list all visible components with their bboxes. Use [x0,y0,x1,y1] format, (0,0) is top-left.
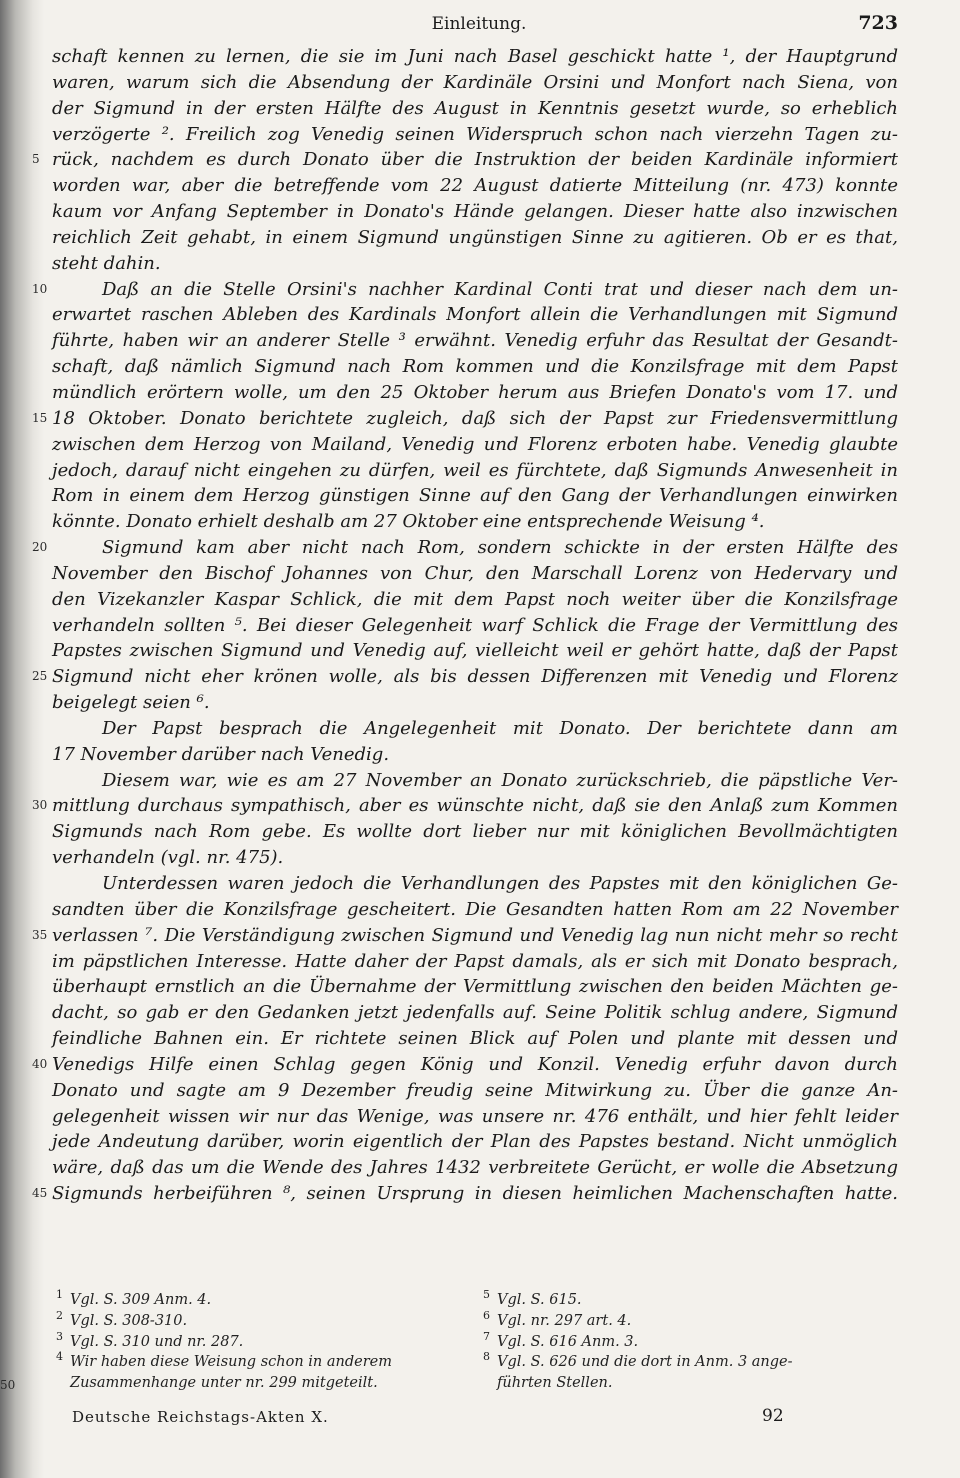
footnote-text: Vgl. S. 616 Anm. 3. [497,1333,639,1350]
footnotes-right-column [483,1288,897,1394]
text-line [52,871,898,897]
line-number: 5 [32,152,40,167]
text-line [52,1155,898,1181]
text-line-content: gelegenheit wissen wir nur das Wenige, was unsere nr. 476 enthält, und hier fehlt leider [52,1105,898,1127]
footnote-number: 1 [56,1288,63,1301]
text-line [52,742,898,768]
text-line-content: waren, warum sich die Absendung der Kardinäle Orsini und Monfort nach Siena, von [52,71,898,93]
text-line [32,1181,898,1207]
text-line [52,354,898,380]
text-line-content: Daß an die Stelle Orsini's nachher Kardinal Conti trat und dieser nach dem un- [102,278,898,300]
footnote-number: 2 [56,1308,63,1322]
text-line-content: Sigmunds herbeiführen ⁸, seinen Ursprung in diesen heimlichen Machenschaften hatte. [52,1183,898,1205]
text-line-content: Diesem war, wie es am 27 November an Donato zurückschrieb, die päpstliche Ver- [102,769,898,791]
text-line [52,328,898,354]
footnote-number: 6 [483,1308,490,1322]
page-binding-shadow [0,0,44,1478]
text-line [32,664,898,690]
text-line-content: mittlung durchaus sympathisch, aber es wünschte nicht, daß sie den Anlaß zum Kommen [52,795,898,817]
page-footer [72,1408,832,1432]
footnote [483,1308,897,1332]
footnote-text: Vgl. S. 308-310. [70,1312,188,1329]
text-line [32,793,898,819]
text-line-content: Sigmund kam aber nicht nach Rom, sondern schickte in der ersten Hälfte des [102,537,898,559]
text-line [52,173,898,199]
text-line [32,277,898,303]
footnote-number: 5 [483,1288,490,1301]
line-number: 45 [32,1186,48,1201]
footnote [0,1373,490,1394]
text-line-content: erwartet raschen Ableben des Kardinals Monfort allein die Verhandlungen mit Sigmund [52,304,898,326]
text-line-content: jedoch, darauf nicht eingehen zu dürfen, weil es fürchtete, daß Sigmunds Anwesenheit in [52,459,898,481]
text-line-content: schaft kennen zu lernen, die sie im Juni nach Basel geschickt hatte ¹, der Hauptgrund [52,46,898,67]
text-line [52,251,898,277]
text-line-content: schaft, daß nämlich Sigmund nach Rom kommen und die Konzilsfrage mit dem Papst [52,356,898,378]
text-line-content: könnte. Donato erhielt deshalb am 27 Oktober eine entsprechende Weisung ⁴. [52,511,765,533]
signature-mark: Deutsche Reichstags-Akten X. [72,1408,329,1426]
text-line [52,974,898,1000]
text-line-content: verhandeln (vgl. nr. 475). [52,847,284,869]
footnote [497,1373,897,1394]
running-header [60,10,898,40]
text-line [52,1104,898,1130]
footnote [56,1308,490,1332]
footnote-text: Vgl. S. 615. [497,1292,582,1308]
text-line [52,302,898,328]
text-line-content: sandten über die Konzilsfrage gescheitert. Die Gesandten hatten Rom am 22 November [52,898,898,920]
text-line [52,483,898,509]
text-line [52,1078,898,1104]
sheet-number: 92 [762,1406,784,1426]
text-line-content: wäre, daß das um die Wende des Jahres 1432 verbreitete Gerücht, er wolle die Absetzung [52,1157,898,1179]
line-number: 40 [32,1056,48,1071]
text-line [52,70,898,96]
text-line [52,122,898,148]
text-line [32,406,898,432]
line-number: 15 [32,410,48,425]
text-line-content: kaum vor Anfang September in Donato's Hände gelangen. Dieser hatte also inzwischen [52,201,898,223]
line-number: 10 [32,281,48,296]
page-number: 723 [858,12,898,34]
text-line-content: im päpstlichen Interesse. Hatte daher der Papst damals, als er sich mit Donato besprach, [52,950,898,972]
text-line [52,1000,898,1026]
footnote [56,1350,490,1373]
text-line-content: beigelegt seien ⁶. [52,692,210,714]
footnote [483,1350,897,1373]
running-title: Einleitung. [431,14,527,34]
text-line-content: mündlich erörtern wolle, um den 25 Oktober herum aus Briefen Donato's vom 17. und [52,381,898,403]
text-line-content: 18 Oktober. Donato berichtete zugleich, daß sich der Papst zur Friedensvermittlung [52,407,898,429]
text-line-content: dacht, so gab er den Gedanken jetzt jedenfalls auf. Seine Politik schlug andere, Sigmund [52,1002,898,1024]
text-line-content: verhandeln sollten ⁵. Bei dieser Gelegenheit warf Schlick die Frage der Vermittlung des [52,614,898,636]
footnote [483,1288,897,1311]
footnote-text: Vgl. S. 309 Anm. 4. [70,1292,212,1308]
text-line-content: 17 November darüber nach Venedig. [52,743,390,765]
text-line-content: November den Bischof Johannes von Chur, den Marschall Lorenz von Hedervary und [52,562,898,584]
text-line [52,716,898,742]
line-number: 50 [0,1378,16,1393]
text-line-content: der Sigmund in der ersten Hälfte des August in Kenntnis gesetzt wurde, so erheblich [52,97,898,119]
footnotes-left-column [0,1288,490,1394]
text-line [52,1129,898,1155]
text-line [32,923,898,949]
text-line-content: Rom in einem dem Herzog günstigen Sinne auf den Gang der Verhandlungen einwirken [52,485,898,507]
text-line-content: den Vizekanzler Kaspar Schlick, die mit dem Papst noch weiter über die Konzilsfrage [52,588,898,610]
text-line [52,509,898,535]
text-line-content: Sigmund nicht eher krönen wolle, als bis dessen Differenzen mit Venedig und Florenz [52,666,898,688]
text-line-content: verzögerte ². Freilich zog Venedig seinen Widerspruch schon nach vierzehn Tagen zu- [52,123,898,145]
text-line-content: Der Papst besprach die Angelegenheit mit Donato. Der berichtete dann am [102,717,898,739]
text-line [32,535,898,561]
text-line [52,458,898,484]
text-line [52,1026,898,1052]
text-line [52,96,898,122]
text-line-content: zwischen dem Herzog von Mailand, Venedig und Florenz erboten habe. Venedig glaubte [52,433,898,455]
text-line-content: steht dahin. [52,252,161,274]
text-line [52,561,898,587]
text-line-content: überhaupt ernstlich an die Übernahme der Vermittlung zwischen den beiden Mächten ge- [52,976,898,998]
text-line-content: führte, haben wir an anderer Stelle ³ erwähnt. Venedig erfuhr das Resultat der Gesandt- [52,330,898,352]
text-line [52,225,898,251]
text-line [52,613,898,639]
footnote-text: Wir haben diese Weisung schon in anderem [70,1354,392,1371]
footnote [56,1329,490,1353]
text-line [52,199,898,225]
footnote-text: Vgl. nr. 297 art. 4. [497,1312,632,1329]
footnote-text: Vgl. S. 310 und nr. 287. [70,1333,244,1350]
text-line [52,768,898,794]
footnote-text: Zusammenhange unter nr. 299 mitgeteilt. [70,1375,378,1392]
text-line-content: Sigmunds nach Rom gebe. Es wollte dort lieber nur mit königlichen Bevollmächtigten [52,821,898,843]
text-line-content: worden war, aber die betreffende vom 22 August datierte Mitteilung (nr. 473) konnte [52,175,898,197]
text-line [52,897,898,923]
text-line [52,845,898,871]
footnote-number: 3 [56,1329,63,1343]
footnote-number: 7 [483,1329,490,1343]
text-line-content: Venedigs Hilfe einen Schlag gegen König und Konzil. Venedig erfuhr davon durch [52,1053,898,1075]
text-line [52,432,898,458]
text-line [52,638,898,664]
text-line [52,587,898,613]
footnote-text: führten Stellen. [497,1375,613,1392]
text-line [32,147,898,173]
text-line-content: Papstes zwischen Sigmund und Venedig auf, vielleicht weil er gehört hatte, daß der Papst [52,640,898,662]
line-number: 30 [32,798,48,813]
text-line [52,380,898,406]
footnote [483,1329,897,1353]
text-line [52,949,898,975]
line-number: 20 [32,540,48,555]
text-line [52,690,898,716]
line-number: 25 [32,669,48,684]
body-text [32,44,898,1207]
footnote-text: Vgl. S. 626 und die dort in Anm. 3 ange- [497,1354,793,1371]
footnote-number: 4 [56,1350,63,1364]
footnote-number: 8 [483,1350,490,1364]
text-line-content: Unterdessen waren jedoch die Verhandlungen des Papstes mit den königlichen Ge- [102,873,898,894]
text-line-content: rück, nachdem es durch Donato über die Instruktion der beiden Kardinäle informiert [52,149,898,171]
line-number: 35 [32,927,48,942]
text-line-content: Donato und sagte am 9 Dezember freudig seine Mitwirkung zu. Über die ganze An- [52,1079,898,1101]
text-line-content: reichlich Zeit gehabt, in einem Sigmund ungünstigen Sinne zu agitieren. Ob er es that, [52,226,898,248]
text-line-content: jede Andeutung darüber, worin eigentlich der Plan des Papstes bestand. Nicht unmöglich [52,1131,898,1153]
text-line-content: feindliche Bahnen ein. Er richtete seinen Blick auf Polen und plante mit dessen und [52,1028,898,1050]
text-line-content: verlassen ⁷. Die Verständigung zwischen Sigmund und Venedig lag nun nicht mehr so recht [52,924,898,946]
footnote [56,1288,490,1311]
text-line [52,819,898,845]
text-line [32,1052,898,1078]
text-line [52,44,898,70]
